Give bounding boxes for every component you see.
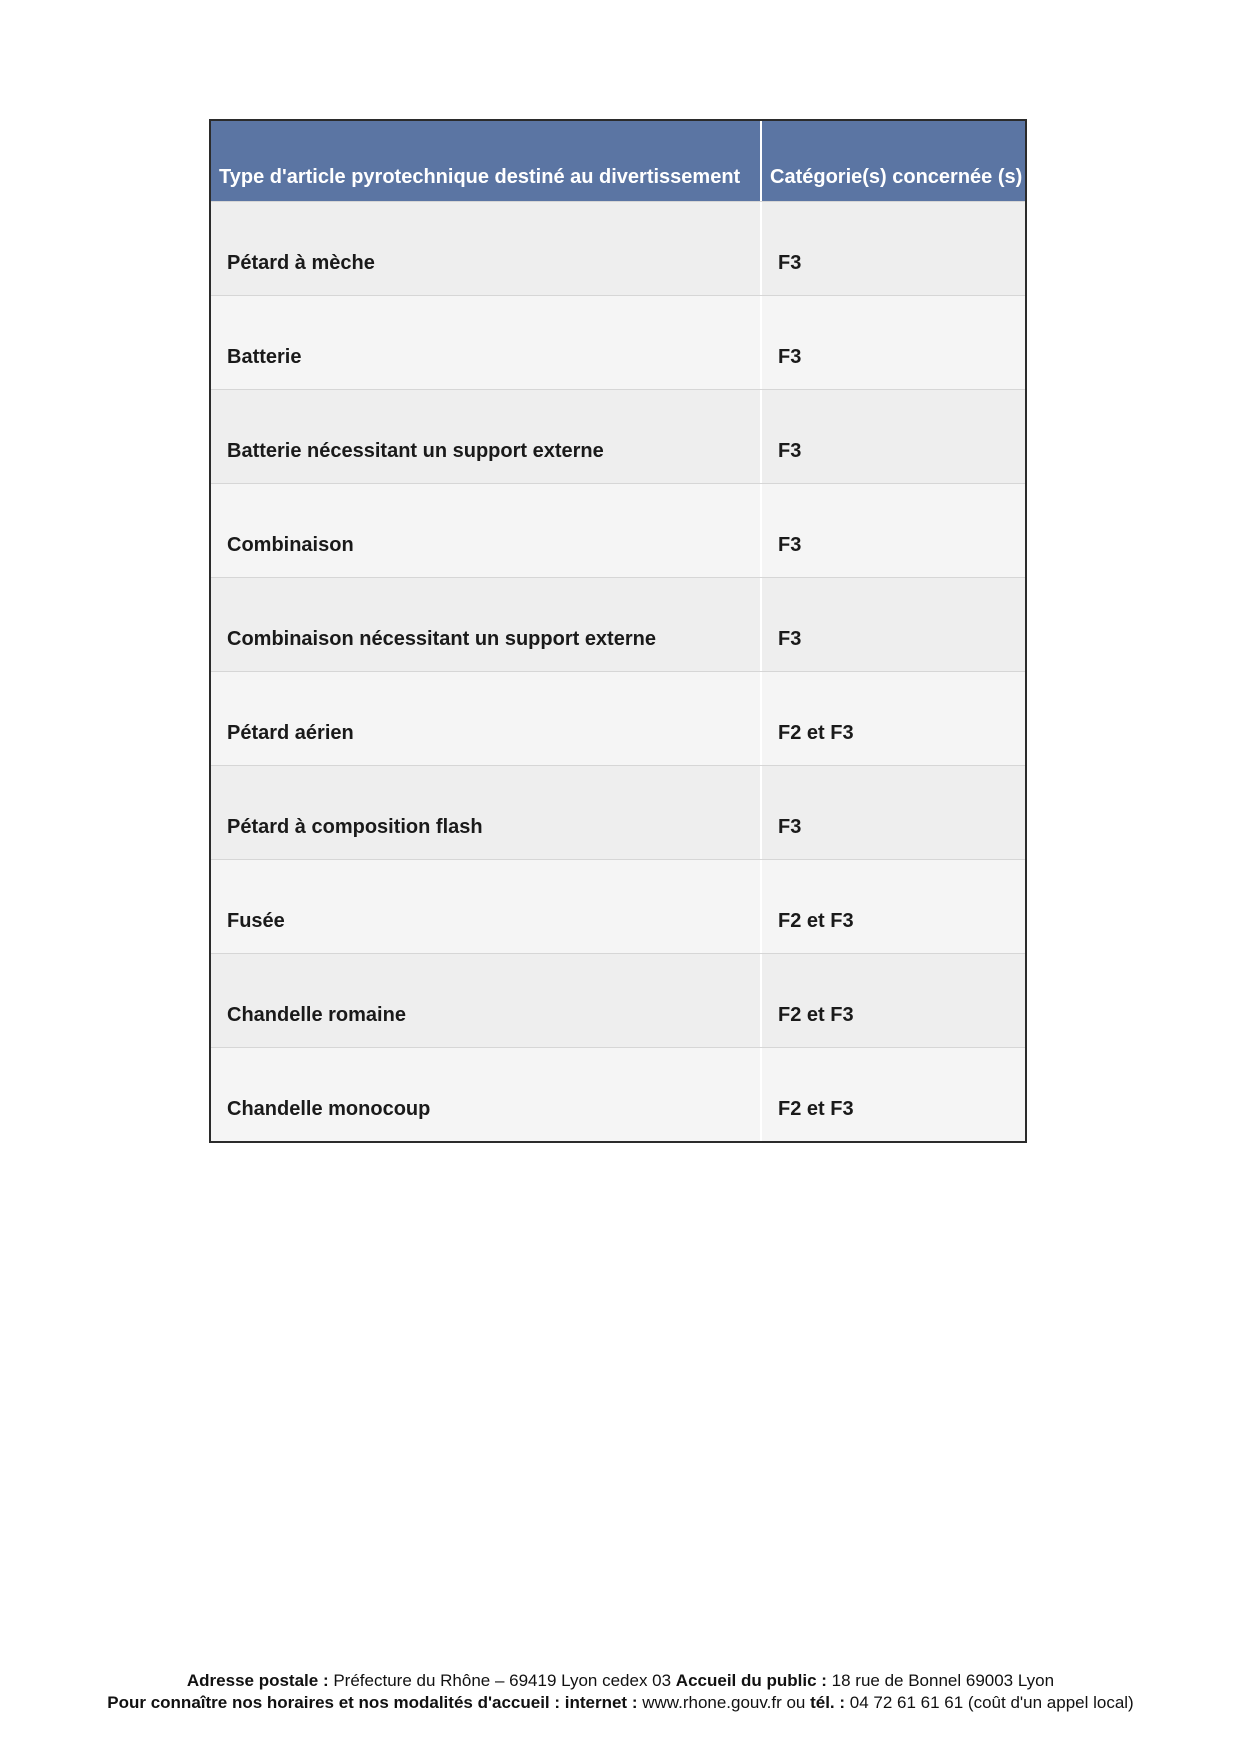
table-row bbox=[211, 295, 1025, 389]
table-row bbox=[211, 389, 1025, 483]
header-categorie: Catégorie(s) concernée (s) bbox=[770, 166, 1023, 188]
table-row bbox=[211, 765, 1025, 859]
table-body bbox=[211, 201, 1025, 1141]
cell-categorie: F3 bbox=[778, 440, 802, 462]
cell-categorie: F3 bbox=[778, 534, 802, 556]
footer-address-value: Préfecture du Rhône – 69419 Lyon cedex 03 bbox=[328, 1671, 676, 1690]
footer-phone-label: tél. : bbox=[810, 1693, 846, 1712]
footer-line-2 bbox=[0, 1692, 1241, 1714]
cell-type: Chandelle monocoup bbox=[211, 1048, 762, 1141]
footer-website: www.rhone.gouv.fr ou bbox=[637, 1693, 811, 1712]
footer-reception-value: 18 rue de Bonnel 69003 Lyon bbox=[826, 1671, 1055, 1690]
table-row bbox=[211, 201, 1025, 295]
cell-categorie: F2 et F3 bbox=[778, 722, 854, 744]
cell-type: Batterie bbox=[211, 296, 762, 389]
table-row bbox=[211, 1047, 1025, 1141]
footer-reception-label: Accueil du public : bbox=[675, 1671, 827, 1690]
cell-categorie: F3 bbox=[778, 816, 802, 838]
footer-line-1 bbox=[0, 1670, 1241, 1692]
cell-categorie: F2 et F3 bbox=[778, 1004, 854, 1026]
footer-hours-label: Pour connaître nos horaires et nos modalités d'accueil : internet : bbox=[107, 1693, 638, 1712]
footer bbox=[0, 1670, 1241, 1714]
cell-categorie: F3 bbox=[778, 628, 802, 650]
table-row bbox=[211, 577, 1025, 671]
cell-type: Pétard à mèche bbox=[211, 202, 762, 295]
table-row bbox=[211, 953, 1025, 1047]
cell-categorie: F3 bbox=[778, 346, 802, 368]
table-row bbox=[211, 859, 1025, 953]
cell-type: Chandelle romaine bbox=[211, 954, 762, 1047]
cell-type: Fusée bbox=[211, 860, 762, 953]
cell-categorie: F2 et F3 bbox=[778, 1098, 854, 1120]
table-header bbox=[211, 121, 1025, 201]
cell-type: Batterie nécessitant un support externe bbox=[211, 390, 762, 483]
table-row bbox=[211, 671, 1025, 765]
cell-type: Pétard aérien bbox=[211, 672, 762, 765]
cell-type: Combinaison nécessitant un support externe bbox=[211, 578, 762, 671]
footer-phone: 04 72 61 61 61 (coût d'un appel local) bbox=[845, 1693, 1134, 1712]
cell-type: Combinaison bbox=[211, 484, 762, 577]
header-type: Type d'article pyrotechnique destiné au divertissement bbox=[211, 121, 762, 201]
cell-categorie: F2 et F3 bbox=[778, 910, 854, 932]
footer-address-label: Adresse postale : bbox=[186, 1671, 329, 1690]
table-row bbox=[211, 483, 1025, 577]
categories-table bbox=[209, 119, 1027, 1143]
cell-type: Pétard à composition flash bbox=[211, 766, 762, 859]
cell-categorie: F3 bbox=[778, 252, 802, 274]
